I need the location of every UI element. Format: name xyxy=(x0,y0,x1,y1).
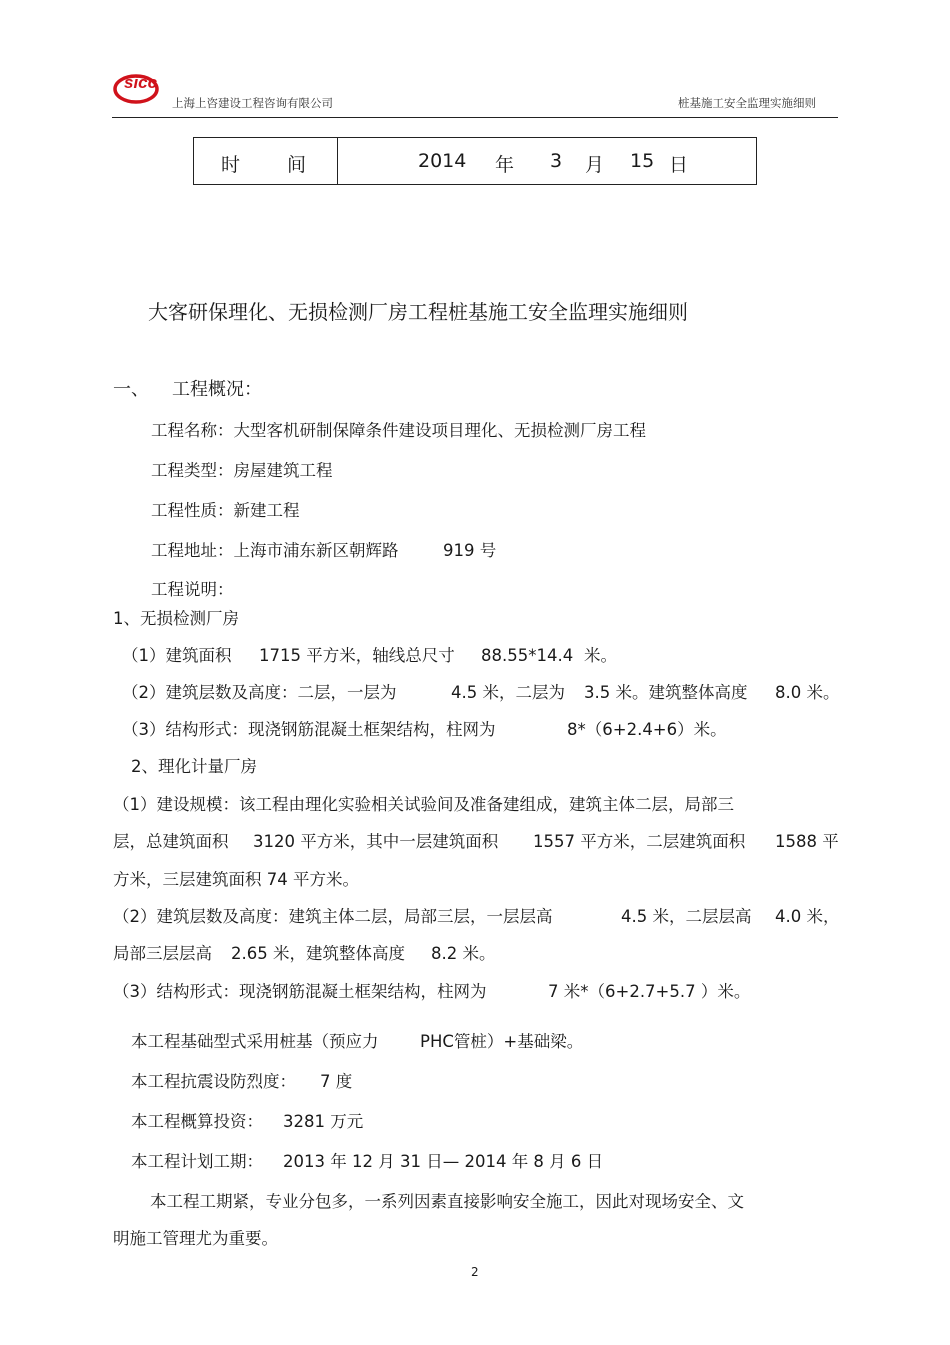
lab-p1-line3: 方米，三层建筑面积 74 平方米。 xyxy=(113,870,359,889)
budget-line-a: 本工程概算投资： xyxy=(131,1112,263,1131)
lab-heading: 2、理化计量厂房 xyxy=(131,757,257,776)
lab-p2-line2-a: 局部三层层高 xyxy=(113,944,212,963)
ndt-line1-b: 1715 平方米，轴线总尺寸 xyxy=(259,646,455,665)
budget-line-b: 3281 万元 xyxy=(283,1112,364,1131)
page-header xyxy=(112,66,838,116)
seismic-line-a: 本工程抗震设防烈度： xyxy=(131,1072,296,1091)
document-title: 大客研保理化、无损检测厂房工程桩基施工安全监理实施细则 xyxy=(148,300,688,324)
period-line-a: 本工程计划工期： xyxy=(131,1152,263,1171)
date-label-part1: 时 xyxy=(221,154,241,176)
info-project-address-number: 919 号 xyxy=(443,541,497,560)
date-year: 2014 xyxy=(418,150,467,172)
info-project-name: 工程名称：大型客机研制保障条件建设项目理化、无损检测厂房工程 xyxy=(151,421,646,440)
date-table xyxy=(193,137,757,185)
ndt-line3-b: 8*（6+2.4+6）米。 xyxy=(567,720,727,739)
info-project-description: 工程说明： xyxy=(151,580,234,599)
header-divider xyxy=(112,117,838,118)
lab-p1-line2-c: 1557 平方米，二层建筑面积 xyxy=(533,832,746,851)
section-heading: 工程概况： xyxy=(172,379,262,400)
date-value-cell xyxy=(338,138,756,184)
lab-p2-line2-b: 2.65 米，建筑整体高度 xyxy=(231,944,405,963)
lab-p2-line2-c: 8.2 米。 xyxy=(431,944,496,963)
company-name: 上海上咨建设工程咨询有限公司 xyxy=(172,96,333,110)
ndt-line2-d: 8.0 米。 xyxy=(775,683,840,702)
date-year-unit: 年 xyxy=(495,154,515,176)
lab-p1-line2-a: 层，总建筑面积 xyxy=(113,832,229,851)
info-project-nature: 工程性质：新建工程 xyxy=(151,501,300,520)
lab-p1-line2-d: 1588 平 xyxy=(775,832,839,851)
lab-p3-a: （3）结构形式：现浇钢筋混凝土框架结构，柱网为 xyxy=(113,982,487,1001)
ndt-line2-c: 3.5 米。建筑整体高度 xyxy=(584,683,748,702)
svg-text:sicc: sicc xyxy=(124,73,158,92)
lab-p1-line1: （1）建设规模：该工程由理化实验相关试验间及准备建组成，建筑主体二层，局部三 xyxy=(113,795,734,814)
lab-p2-line1-a: （2）建筑层数及高度：建筑主体二层，局部三层，一层层高 xyxy=(113,907,553,926)
page-number: 2 xyxy=(471,1265,479,1279)
lab-p2-line1-c: 4.0 米， xyxy=(775,907,840,926)
info-project-type: 工程类型：房屋建筑工程 xyxy=(151,461,333,480)
date-month-unit: 月 xyxy=(585,154,605,176)
ndt-line1-a: （1）建筑面积 xyxy=(122,646,232,665)
ndt-line2-b: 4.5 米，二层为 xyxy=(451,683,565,702)
lab-p1-line2-b: 3120 平方米，其中一层建筑面积 xyxy=(253,832,499,851)
date-day: 15 xyxy=(630,150,655,172)
lab-p2-line1-b: 4.5 米，二层层高 xyxy=(621,907,752,926)
date-label-part2: 间 xyxy=(287,154,307,176)
info-project-address: 工程地址：上海市浦东新区朝辉路 xyxy=(151,541,399,560)
foundation-line-b: PHC管桩）+基础梁。 xyxy=(420,1032,584,1051)
date-day-unit: 日 xyxy=(669,154,689,176)
date-label-cell xyxy=(194,138,338,184)
date-month: 3 xyxy=(550,150,563,172)
header-doc-title: 桩基施工安全监理实施细则 xyxy=(678,96,816,110)
period-line-b: 2013 年 12 月 31 日— 2014 年 8 月 6 日 xyxy=(283,1152,604,1171)
ndt-line2-a: （2）建筑层数及高度：二层，一层为 xyxy=(122,683,397,702)
foundation-line-a: 本工程基础型式采用桩基（预应力 xyxy=(131,1032,379,1051)
section-number: 一、 xyxy=(113,379,149,400)
ndt-line1-c: 88.55*14.4 xyxy=(481,646,574,665)
ndt-line3-a: （3）结构形式：现浇钢筋混凝土框架结构，柱网为 xyxy=(122,720,496,739)
lab-p3-b: 7 米*（6+2.7+5.7 ）米。 xyxy=(548,982,751,1001)
sicc-logo xyxy=(112,66,172,106)
closing-line2: 明施工管理尤为重要。 xyxy=(113,1229,278,1248)
ndt-line1-d: 米。 xyxy=(584,646,617,665)
seismic-line-b: 7 度 xyxy=(320,1072,353,1091)
ndt-heading: 1、无损检测厂房 xyxy=(113,609,239,628)
closing-line1: 本工程工期紧，专业分包多，一系列因素直接影响安全施工，因此对现场安全、文 xyxy=(150,1192,744,1211)
